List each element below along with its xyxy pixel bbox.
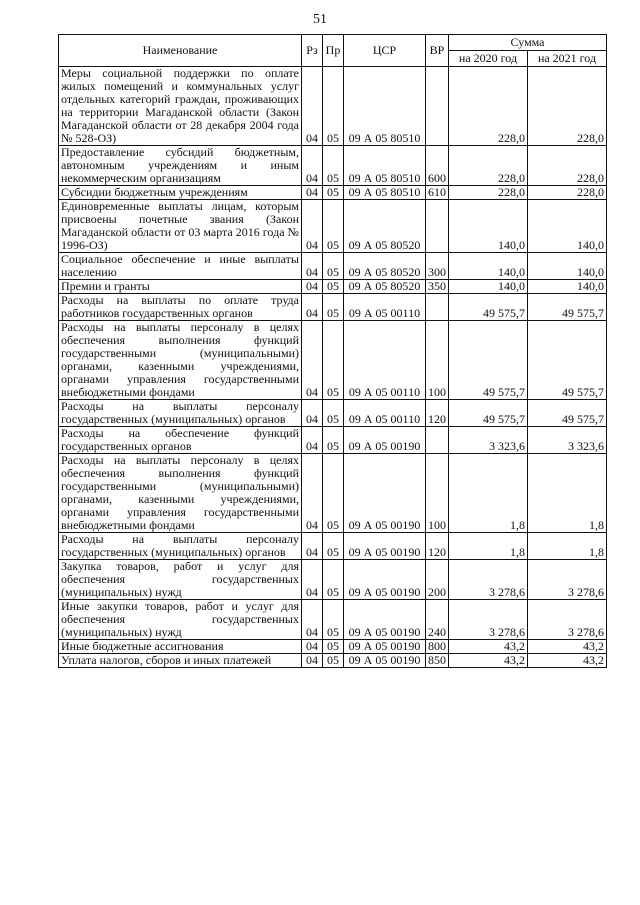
row-rz: 04 (302, 321, 323, 400)
row-vr: 610 (426, 186, 449, 200)
row-csr: 09 А 05 00190 (344, 560, 426, 600)
row-pr: 05 (323, 253, 344, 280)
row-pr: 05 (323, 146, 344, 186)
header-year-2020: на 2020 год (449, 51, 528, 67)
row-sum-2020: 140,0 (449, 280, 528, 294)
row-sum-2021: 3 323,6 (528, 427, 607, 454)
row-rz: 04 (302, 427, 323, 454)
row-csr: 09 А 05 80510 (344, 186, 426, 200)
row-rz: 04 (302, 600, 323, 640)
table-row (59, 321, 607, 400)
row-csr: 09 А 05 80510 (344, 67, 426, 146)
row-csr: 09 А 05 00190 (344, 640, 426, 654)
row-csr: 09 А 05 00190 (344, 454, 426, 533)
row-csr: 09 А 05 80510 (344, 146, 426, 186)
row-sum-2021: 228,0 (528, 67, 607, 146)
row-pr: 05 (323, 533, 344, 560)
row-name: Уплата налогов, сборов и иных платежей (59, 654, 302, 668)
row-sum-2020: 228,0 (449, 146, 528, 186)
row-name: Иные закупки товаров, работ и услуг для обеспечения государственных (муниципальных) нужд (59, 600, 302, 640)
header-pr: Пр (323, 35, 344, 67)
row-csr: 09 А 05 00190 (344, 654, 426, 668)
row-pr: 05 (323, 400, 344, 427)
row-vr: 100 (426, 321, 449, 400)
row-vr: 240 (426, 600, 449, 640)
row-vr (426, 427, 449, 454)
row-sum-2020: 49 575,7 (449, 321, 528, 400)
row-sum-2021: 43,2 (528, 640, 607, 654)
row-vr: 100 (426, 454, 449, 533)
row-rz: 04 (302, 186, 323, 200)
row-vr (426, 200, 449, 253)
row-sum-2020: 49 575,7 (449, 294, 528, 321)
row-sum-2020: 228,0 (449, 67, 528, 146)
page-number: 51 (313, 12, 327, 27)
row-pr: 05 (323, 321, 344, 400)
table-row (59, 454, 607, 533)
row-csr: 09 А 05 80520 (344, 280, 426, 294)
row-vr: 800 (426, 640, 449, 654)
row-sum-2020: 43,2 (449, 654, 528, 668)
row-name: Расходы на обеспечение функций государственных органов (59, 427, 302, 454)
table-row (59, 67, 607, 146)
row-rz: 04 (302, 400, 323, 427)
row-sum-2021: 3 278,6 (528, 600, 607, 640)
row-sum-2021: 228,0 (528, 186, 607, 200)
row-sum-2021: 49 575,7 (528, 294, 607, 321)
row-name: Иные бюджетные ассигнования (59, 640, 302, 654)
row-csr: 09 А 05 80520 (344, 253, 426, 280)
table-row (59, 654, 607, 668)
row-name: Социальное обеспечение и иные выплаты населению (59, 253, 302, 280)
row-csr: 09 А 05 00110 (344, 400, 426, 427)
row-name: Расходы на выплаты персоналу государственных (муниципальных) органов (59, 400, 302, 427)
row-pr: 05 (323, 454, 344, 533)
row-sum-2020: 49 575,7 (449, 400, 528, 427)
table-row (59, 200, 607, 253)
row-vr (426, 67, 449, 146)
table-row (59, 146, 607, 186)
header-sum: Сумма (449, 35, 607, 51)
row-csr: 09 А 05 00190 (344, 427, 426, 454)
row-name: Расходы на выплаты персоналу в целях обеспечения выполнения функций государственными (муниципальными) органами, казенными учреждениями, органами управления государственными внебюджетными фондами (59, 321, 302, 400)
row-sum-2021: 49 575,7 (528, 321, 607, 400)
row-sum-2020: 228,0 (449, 186, 528, 200)
row-pr: 05 (323, 186, 344, 200)
row-sum-2021: 43,2 (528, 654, 607, 668)
row-csr: 09 А 05 00190 (344, 533, 426, 560)
row-sum-2021: 228,0 (528, 146, 607, 186)
table-row (59, 533, 607, 560)
header-csr: ЦСР (344, 35, 426, 67)
row-vr: 200 (426, 560, 449, 600)
row-rz: 04 (302, 67, 323, 146)
row-sum-2021: 1,8 (528, 454, 607, 533)
row-rz: 04 (302, 654, 323, 668)
row-vr: 120 (426, 400, 449, 427)
table-row (59, 186, 607, 200)
row-pr: 05 (323, 560, 344, 600)
row-vr: 600 (426, 146, 449, 186)
header-vr: ВР (426, 35, 449, 67)
row-sum-2020: 1,8 (449, 533, 528, 560)
row-rz: 04 (302, 560, 323, 600)
row-sum-2020: 140,0 (449, 200, 528, 253)
budget-table (58, 34, 607, 668)
row-pr: 05 (323, 200, 344, 253)
row-sum-2021: 49 575,7 (528, 400, 607, 427)
row-rz: 04 (302, 253, 323, 280)
table-row (59, 640, 607, 654)
table-body (59, 67, 607, 668)
row-pr: 05 (323, 280, 344, 294)
row-sum-2021: 140,0 (528, 280, 607, 294)
row-sum-2020: 140,0 (449, 253, 528, 280)
row-sum-2020: 1,8 (449, 454, 528, 533)
row-vr: 120 (426, 533, 449, 560)
row-name: Расходы на выплаты персоналу государственных (муниципальных) органов (59, 533, 302, 560)
row-sum-2020: 43,2 (449, 640, 528, 654)
row-pr: 05 (323, 294, 344, 321)
row-rz: 04 (302, 294, 323, 321)
table-row (59, 400, 607, 427)
table-row (59, 560, 607, 600)
row-name: Субсидии бюджетным учреждениям (59, 186, 302, 200)
row-rz: 04 (302, 200, 323, 253)
table-row (59, 427, 607, 454)
row-pr: 05 (323, 654, 344, 668)
table-row (59, 280, 607, 294)
row-name: Меры социальной поддержки по оплате жилых помещений и коммунальных услуг отдельных категорий граждан, проживающих на территории Магаданской области (Закон Магаданской области от 28 декабря 2004 года № 528-ОЗ) (59, 67, 302, 146)
row-rz: 04 (302, 533, 323, 560)
row-vr: 300 (426, 253, 449, 280)
row-vr: 350 (426, 280, 449, 294)
table-row (59, 600, 607, 640)
row-sum-2021: 140,0 (528, 200, 607, 253)
row-csr: 09 А 05 00110 (344, 321, 426, 400)
table-row (59, 294, 607, 321)
row-sum-2020: 3 278,6 (449, 600, 528, 640)
row-pr: 05 (323, 600, 344, 640)
row-name: Единовременные выплаты лицам, которым присвоены почетные звания (Закон Магаданской области от 03 марта 2016 года № 1996-ОЗ) (59, 200, 302, 253)
row-rz: 04 (302, 146, 323, 186)
row-sum-2021: 140,0 (528, 253, 607, 280)
row-rz: 04 (302, 640, 323, 654)
row-sum-2020: 3 323,6 (449, 427, 528, 454)
row-name: Расходы на выплаты персоналу в целях обеспечения выполнения функций государственными (муниципальными) органами, казенными учреждениями, органами управления государственными внебюджетными фондами (59, 454, 302, 533)
row-pr: 05 (323, 427, 344, 454)
row-rz: 04 (302, 454, 323, 533)
row-pr: 05 (323, 640, 344, 654)
row-sum-2020: 3 278,6 (449, 560, 528, 600)
row-vr: 850 (426, 654, 449, 668)
header-rz: Рз (302, 35, 323, 67)
row-sum-2021: 3 278,6 (528, 560, 607, 600)
row-pr: 05 (323, 67, 344, 146)
row-csr: 09 А 05 00110 (344, 294, 426, 321)
row-name: Премии и гранты (59, 280, 302, 294)
row-name: Закупка товаров, работ и услуг для обеспечения государственных (муниципальных) нужд (59, 560, 302, 600)
header-name: Наименование (59, 35, 302, 67)
row-csr: 09 А 05 00190 (344, 600, 426, 640)
row-sum-2021: 1,8 (528, 533, 607, 560)
table-row (59, 253, 607, 280)
row-vr (426, 294, 449, 321)
header-year-2021: на 2021 год (528, 51, 607, 67)
row-name: Расходы на выплаты по оплате труда работников государственных органов (59, 294, 302, 321)
row-rz: 04 (302, 280, 323, 294)
row-name: Предоставление субсидий бюджетным, автономным учреждениям и иным некоммерческим организациям (59, 146, 302, 186)
row-csr: 09 А 05 80520 (344, 200, 426, 253)
table-header (59, 35, 607, 67)
